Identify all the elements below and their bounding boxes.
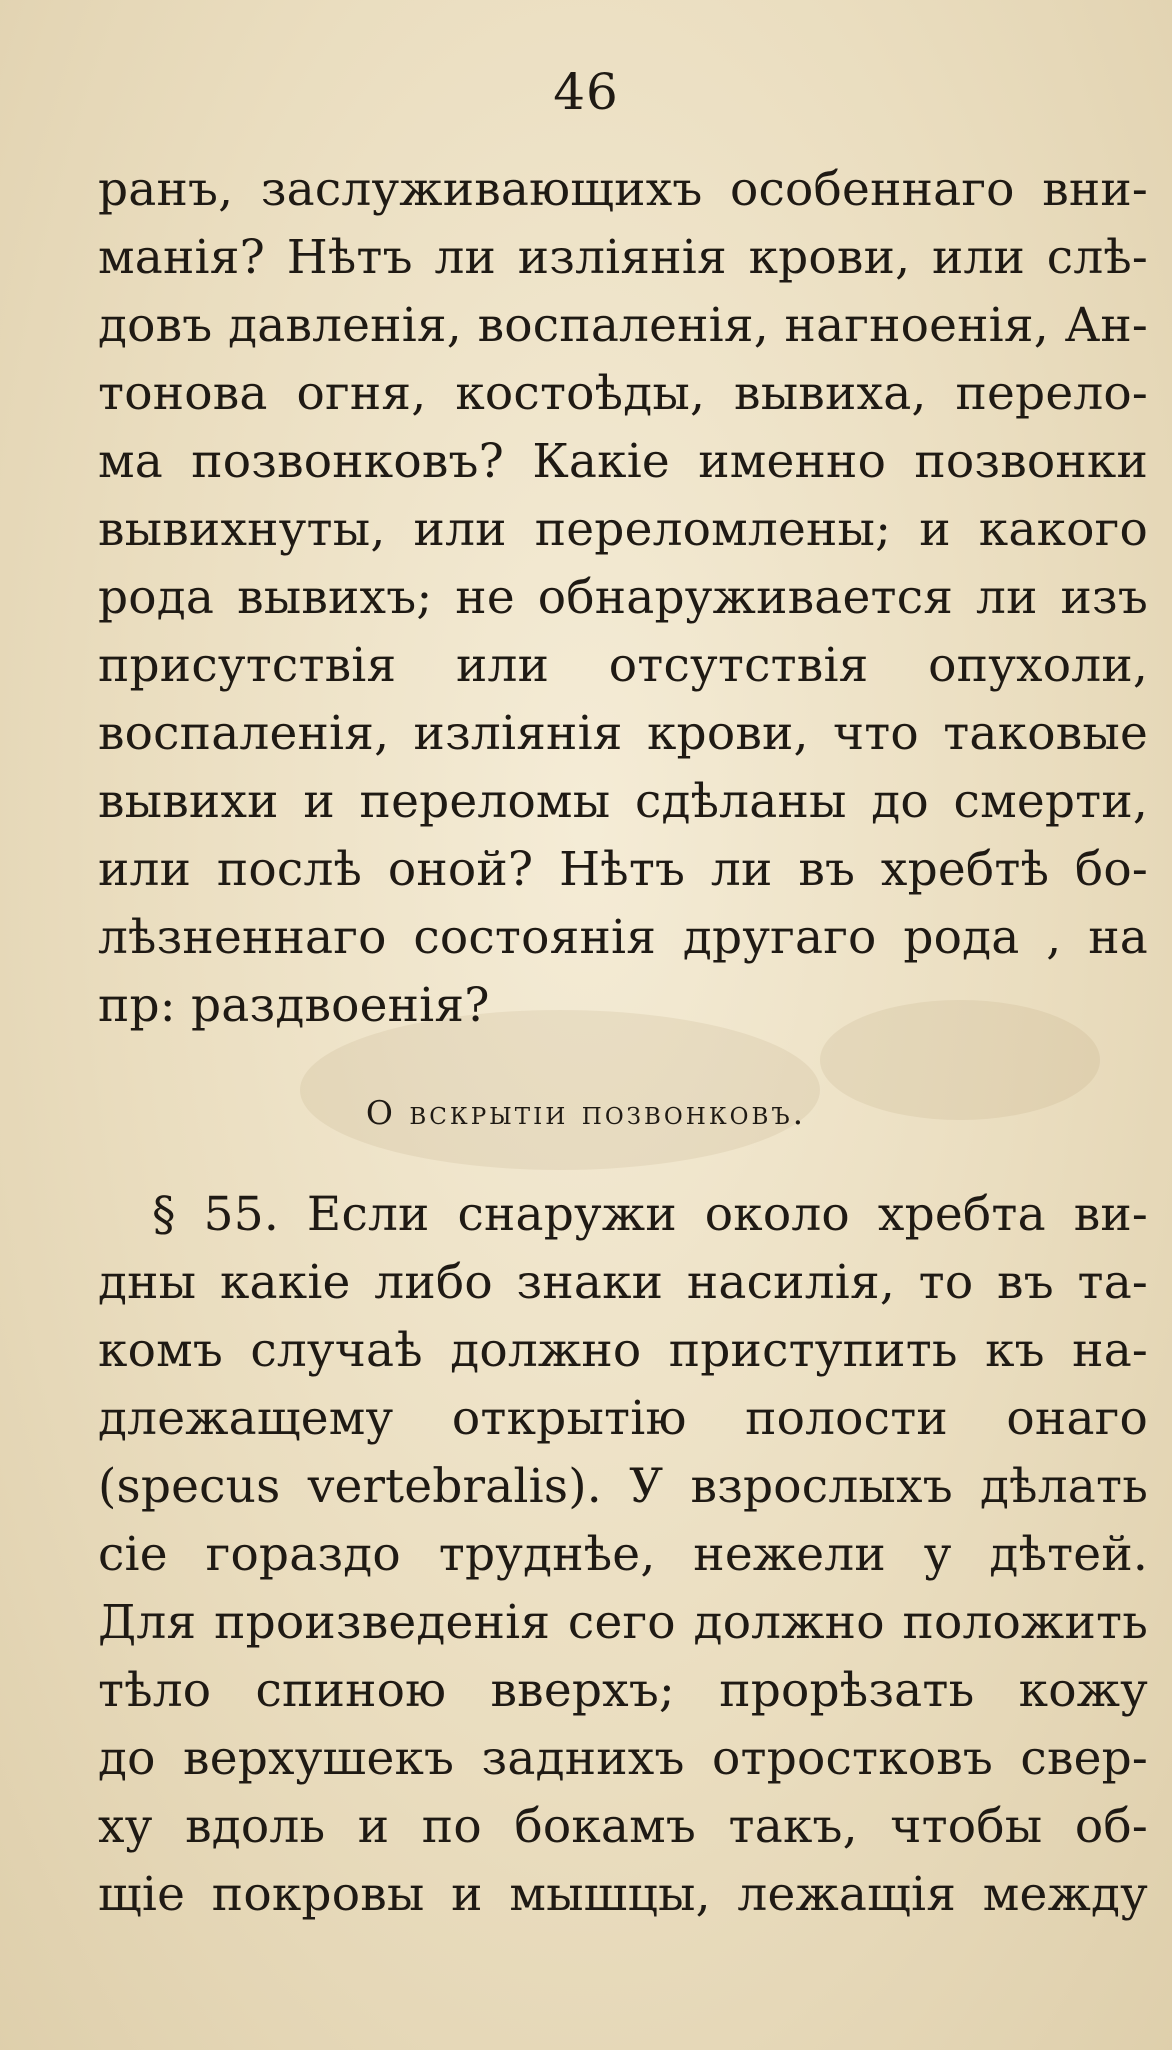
text-line: довъ давленія, воспаленія, нагноенія, Ан- [98, 298, 1148, 353]
text-line: сіе гораздо труднѣе, нежели у дѣтей. [98, 1527, 1148, 1582]
text-line: § 55. Если снаружи около хребта ви- [152, 1187, 1148, 1242]
text-line: лѣзненнаго состоянія другаго рода , на [98, 910, 1148, 965]
text-line: ху вдоль и по бокамъ такъ, чтобы об- [98, 1799, 1148, 1854]
text-line: пр: раздвоенія? [98, 978, 490, 1033]
page-number: 46 [553, 63, 619, 121]
text-line: длежащему открытію полости онаго [98, 1391, 1148, 1446]
text-line: манія? Нѣтъ ли изліянія крови, или слѣ- [98, 230, 1148, 285]
text-line: до верхушекъ заднихъ отростковъ свер- [98, 1731, 1148, 1786]
text-line: вывихнуты, или переломлены; и какого [98, 502, 1148, 557]
text-line: ранъ, заслуживающихъ особеннаго вни- [98, 162, 1148, 217]
text-line: Для произведенія сего должно положить [98, 1595, 1148, 1650]
text-line: дны какіе либо знаки насилія, то въ та- [98, 1255, 1148, 1310]
section-heading: О вскрытіи позвонковъ. [365, 1093, 807, 1132]
text-line: вывихи и переломы сдѣланы до смерти, [98, 774, 1148, 829]
text-line: или послѣ оной? Нѣтъ ли въ хребтѣ бо- [98, 842, 1148, 897]
text-line: рода вывихъ; не обнаруживается ли изъ [98, 570, 1148, 625]
text-line: (specus vertebralis). У взрослыхъ дѣлать [98, 1459, 1148, 1514]
text-line: комъ случаѣ должно приступить къ на- [98, 1323, 1148, 1378]
text-line: воспаленія, изліянія крови, что таковые [98, 706, 1148, 761]
text-line: ма позвонковъ? Какіе именно позвонки [98, 434, 1148, 489]
text-line: щіе покровы и мышцы, лежащія между [98, 1867, 1148, 1922]
text-line: тонова огня, костоѣды, вывиха, перело- [98, 366, 1148, 421]
text-line: присутствія или отсутствія опухоли, [98, 638, 1148, 693]
text-line: тѣло спиною вверхъ; прорѣзать кожу [98, 1663, 1148, 1718]
